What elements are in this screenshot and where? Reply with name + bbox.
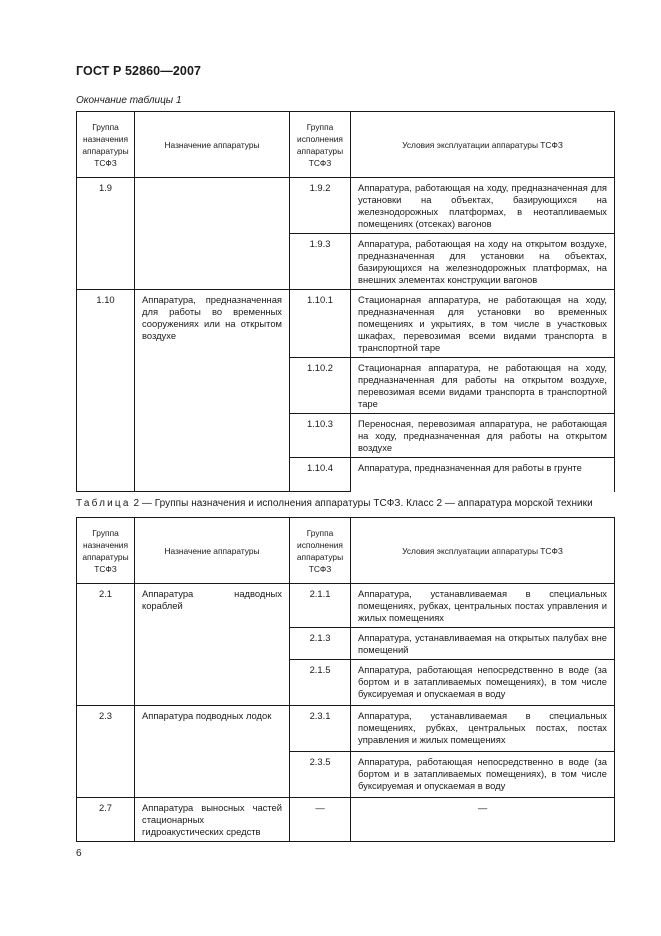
table-row: [77, 798, 615, 842]
purpose-cell: Аппаратура подводных лодок: [135, 706, 290, 798]
column-header-group: Группа назначения аппаратуры ТСФЗ: [77, 112, 135, 178]
table-2: [76, 517, 615, 842]
table2-caption-text: 2 — Группы назначения и исполнения аппаратуры ТСФЗ. Класс 2 — аппаратура морской техники: [130, 498, 593, 509]
execution-group-cell: 2.1.5: [290, 660, 351, 706]
execution-group-cell: 2.1.1: [290, 584, 351, 628]
table-row: [77, 290, 615, 358]
execution-group-cell: 2.1.3: [290, 628, 351, 660]
column-header-conditions: Условия эксплуатации аппаратуры ТСФЗ: [351, 112, 615, 178]
column-header-purpose: Назначение аппаратуры: [135, 112, 290, 178]
conditions-cell: Стационарная аппаратура, не работающая на ходу, предназначенная для работы на открытом воздухе, перевозимая всеми видами транспорта в транспортной таре: [351, 358, 615, 414]
table-row: [77, 706, 615, 752]
execution-group-cell: 1.10.4: [290, 458, 351, 492]
group-cell: 1.9: [77, 178, 135, 290]
conditions-cell: Аппаратура, устанавливаемая в специальных помещениях, рубках, центральных постах, постах управления и жилых помещениях: [351, 706, 615, 752]
conditions-cell: Аппаратура, работающая на ходу, предназначенная для установки на объектах, базирующихся на железнодорожных платформах, в неотапливаемых помещениях (отсеках) вагонов: [351, 178, 615, 234]
group-cell: 2.3: [77, 706, 135, 798]
group-cell: 2.7: [77, 798, 135, 842]
column-header-purpose: Назначение аппаратуры: [135, 518, 290, 584]
purpose-cell: Аппаратура выносных частей стационарных гидроакустических средств: [135, 798, 290, 842]
table1-caption: Окончание таблицы 1: [76, 95, 182, 106]
group-cell: 2.1: [77, 584, 135, 706]
table-row: [77, 178, 615, 234]
execution-group-cell: 1.10.2: [290, 358, 351, 414]
conditions-cell: Переносная, перевозимая аппаратура, не работающая на ходу, предназначенная для работы на открытом воздухе: [351, 414, 615, 458]
execution-group-cell: 1.9.2: [290, 178, 351, 234]
column-header-execution-group: Группа исполнения аппаратуры ТСФЗ: [290, 112, 351, 178]
execution-group-cell: —: [290, 798, 351, 842]
group-cell: 1.10: [77, 290, 135, 492]
column-header-conditions: Условия эксплуатации аппаратуры ТСФЗ: [351, 518, 615, 584]
conditions-cell: Стационарная аппаратура, не работающая на ходу, предназначенная для установки во временных помещениях и укрытиях, в том числе в участковых шкафах, перевозимая всеми видами транспорта в транспортной таре: [351, 290, 615, 358]
execution-group-cell: 2.3.1: [290, 706, 351, 752]
table2-caption-label: Таблица: [76, 498, 131, 509]
conditions-cell: Аппаратура, работающая непосредственно в воде (за бортом и в затапливаемых помещениях), в том числе буксируемая и опускаемая в воду: [351, 752, 615, 798]
table2-caption: [76, 498, 593, 509]
execution-group-cell: 1.10.3: [290, 414, 351, 458]
column-header-group: Группа назначения аппаратуры ТСФЗ: [77, 518, 135, 584]
execution-group-cell: 2.3.5: [290, 752, 351, 798]
execution-group-cell: 1.9.3: [290, 234, 351, 290]
execution-group-cell: 1.10.1: [290, 290, 351, 358]
conditions-cell: Аппаратура, работающая на ходу на открытом воздухе, предназначенная для установки на объектах, базирующихся на железнодорожных платформах, на внешних элементах конструкции вагонов: [351, 234, 615, 290]
conditions-cell: —: [351, 798, 615, 842]
conditions-cell: Аппаратура, работающая непосредственно в воде (за бортом и в затапливаемых помещениях), в том числе буксируемая и опускаемая в воду: [351, 660, 615, 706]
purpose-cell: [135, 178, 290, 290]
table-row: [77, 584, 615, 628]
purpose-cell: Аппаратура надводных кораблей: [135, 584, 290, 706]
conditions-cell: Аппаратура, устанавливаемая на открытых палубах вне помещений: [351, 628, 615, 660]
conditions-cell: Аппаратура, предназначенная для работы в грунте: [351, 458, 615, 492]
table-1: [76, 111, 615, 492]
document-header: ГОСТ Р 52860—2007: [76, 64, 202, 78]
page-number: 6: [76, 848, 82, 859]
conditions-cell: Аппаратура, устанавливаемая в специальных помещениях, рубках, центральных постах управления и жилых помещениях: [351, 584, 615, 628]
purpose-cell: Аппаратура, предназначенная для работы во временных сооружениях или на открытом воздухе: [135, 290, 290, 492]
column-header-execution-group: Группа исполнения аппаратуры ТСФЗ: [290, 518, 351, 584]
